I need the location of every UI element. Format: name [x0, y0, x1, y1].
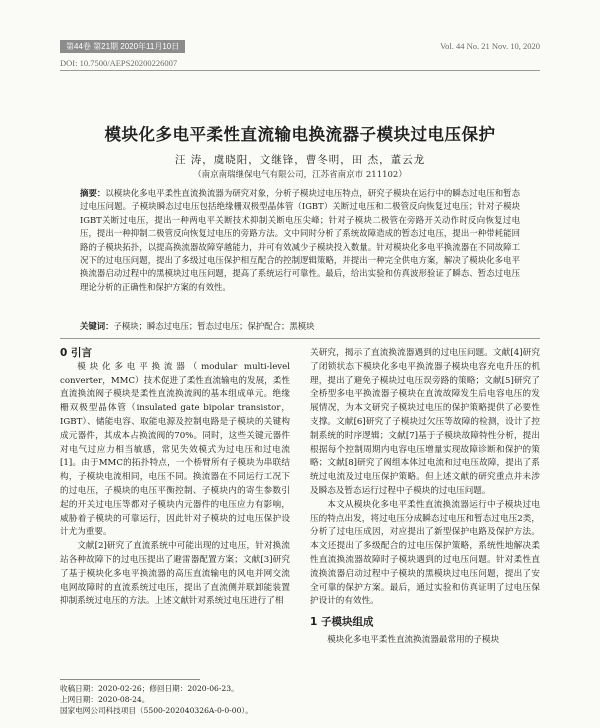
right-column	[310, 347, 540, 648]
footnote-funding: 国家电网公司科技项目（5500-202040326A-0-0-00）。	[60, 706, 253, 715]
authors: 汪 涛，虞晓阳，文继锋，曹冬明，田 杰，董云龙	[174, 154, 426, 166]
paragraph: 本文从模块化多电平柔性直流换流器运行中子模块过电压的特点出发，将过电压分成瞬态过电压和暂态过电压2类，分析了过电压成因，对应提出了新型保护电路及保护方法。本文还提出了多级配合的过电压保护策略，系统性地解决柔性直流换流器故障时子模块遇到的过电压问题。针对柔性直流换流器启动过程中子模块的黑模块过电压问题，提出了安全可靠的保护方案。最后，通过实验和仿真证明了过电压保护设计的有效性。	[310, 499, 540, 607]
abstract-rule	[60, 338, 540, 339]
affiliation: （南京南瑞继保电气有限公司，江苏省南京市 211102）	[193, 170, 407, 180]
footnote-rule	[60, 679, 200, 680]
page-header	[60, 40, 540, 68]
footnotes	[60, 683, 290, 716]
keywords-text: 子模块；瞬态过电压；暂态过电压；保护配合；黑模块	[113, 321, 315, 331]
abstract-text: 以模块化多电平柔性直流换流器为研究对象，分析子模块过电压特点，研究子模块在运行中的瞬态过电压和暂态过电压问题。子模块瞬态过电压包括绝缘栅双极型晶体管（IGBT）关断过电压和二极管反向恢复过电压；针对子模块IGBT关断过电压，提出一种两电平关断技术抑制关断电压尖峰；针对子模块二极管在旁路开关动作时反向恢复过电压，提出一种抑制二极管反向恢复过电压的旁路方法。文中同时分析了系统故障造成的暂态过电压，提出一种带耗能回路的子模块拓扑，以提高换流器故障穿越能力，并可有效减少子模块投入数量。针对模块化多电平换流器在不同故障工况下的过电压问题，提出了多级过电压保护相互配合的控制逻辑策略，并提出一种完全供电方案，解决了模块化多电平换流器启动过程中的黑模块过电压问题，提高了系统运行可靠性。最后，给出实验和仿真波形验证了瞬态、暂态过电压理论分析的正确性和保护方案的有效性。	[80, 188, 520, 292]
paragraph: 文献[2]研究了直流系统中可能出现的过电压，针对换流站各种故障下的过电压提出了避雷器配置方案；文献[3]研究了基于模块化多电平换流器的高压直流输电的风电并网交流电网故障时的直流系统过电压，提出了直流侧并联卸能装置抑制系统过电压的方法。上述文献针对系统过电压进行了相	[60, 541, 290, 607]
paragraph: 关研究，揭示了直流换流器遇到的过电压问题。文献[4]研究了闭锁状态下模块化多电平换流器子模块电容充电升压的机理，提出了避免子模块过电压误旁路的策略；文献[5]研究了全桥型多电平换流器子模块在直流故障发生后电容电压的发展情况，为本文研究子模块过电压的保护策略提供了必要性支撑。文献[6]研究了子模块过欠压等故障的检测，设计了控制系统的时序逻辑；文献[7]基于子模块故障特性分析，提出根据每个控制周期内电容电压增量实现故障诊断和保护的策略；文献[8]研究了阀组本体过电流和过电压故障，提出了系统过电流及过电压保护策略。但上述文献的研究重点并未涉及瞬态及暂态运行过程中子模块的过电压问题。	[310, 348, 540, 496]
keywords-label: 关键词：	[80, 321, 114, 331]
issue-tag-cn: 第44卷 第21期 2020年11月10日	[60, 40, 185, 53]
issue-en: Vol. 44 No. 21 Nov. 10, 2020	[440, 41, 540, 51]
keywords	[80, 320, 520, 332]
abstract-label: 摘要：	[80, 188, 106, 198]
paragraph: 模块化多电平柔性直流换流器最常用的子模块	[327, 634, 500, 645]
left-column	[60, 347, 290, 609]
footnote-received: 收稿日期：2020-02-26；修回日期：2020-06-23。	[60, 684, 239, 693]
abstract	[80, 187, 520, 294]
footnote-online: 上网日期：2020-08-24。	[60, 695, 150, 704]
header-rule	[60, 70, 540, 71]
doi: DOI: 10.7500/AEPS20200226007	[60, 58, 178, 68]
section-0-heading: 0 引言	[60, 347, 92, 359]
paper-title: 模块化多电平柔性直流输电换流器子模块过电压保护	[104, 125, 496, 144]
paragraph: 模块化多电平换流器（modular multi-level converter，MMC）技术促进了柔性直流输电的发展，柔性直流换流阀子模块是柔性直流换流阀的基本组成单元。绝缘栅双极型晶体管（insulated gate bipolar transistor，IGBT）、储能电容、取能电源及控制电路是子模块的关键构成元器件，其成本占换流阀的70%。同时，这些关键元器件对电气过应力相当敏感，常见失效模式为过电压和过电流[1]。由于MMC的拓扑特点，一个桥臂所有子模块为串联结构，子模块电流相同，电压不同。换流器在不同运行工况下的过电压，子模块的电压平衡控制、子模块内的寄生参数引起的开关过电压等都对子模块内元器件的电压应力有影响，威胁着子模块的可靠运行，因此针对子模块的过电压保护设计尤为重要。	[60, 361, 290, 538]
section-1-heading: 1 子模块组成	[310, 616, 374, 629]
